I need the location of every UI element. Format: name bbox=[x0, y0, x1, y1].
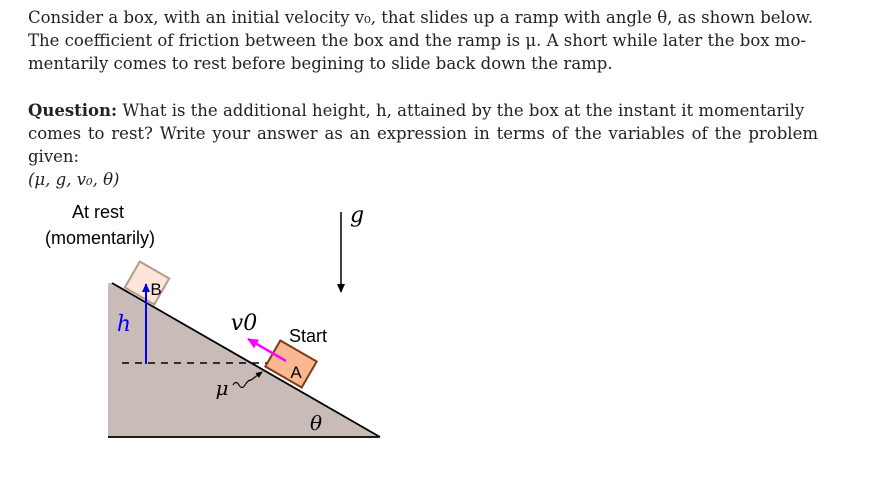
question-text-1: What is the additional height, h, attained by the box at the instant it momentarily bbox=[122, 101, 805, 120]
angle-label: θ bbox=[309, 411, 323, 435]
intro-line-2: The coefficient of friction between the box and the ramp is μ. A short while later the box mo- bbox=[28, 31, 806, 50]
intro-line-3: mentarily comes to rest before begining to slide back down the ramp. bbox=[28, 54, 613, 73]
friction-label: μ bbox=[215, 376, 229, 400]
rest-label-line-2: (momentarily) bbox=[44, 228, 156, 248]
question-line-3: (μ, g, v₀, θ) bbox=[28, 170, 120, 189]
start-label: Start bbox=[289, 326, 328, 346]
height-label: h bbox=[116, 312, 132, 337]
box-b-label: B bbox=[150, 280, 162, 299]
velocity-label: v0 bbox=[230, 311, 258, 336]
gravity-label: g bbox=[349, 203, 365, 228]
box-a-label: A bbox=[290, 363, 302, 382]
question-line-2: comes to rest? Write your answer as an expression in terms of the variables of the problem given: bbox=[28, 124, 818, 166]
rest-label-line-1: At rest bbox=[71, 202, 125, 222]
question-label: Question: bbox=[28, 101, 118, 120]
intro-line-1: Consider a box, with an initial velocity v₀, that slides up a ramp with angle θ, as shown below. bbox=[28, 8, 814, 27]
